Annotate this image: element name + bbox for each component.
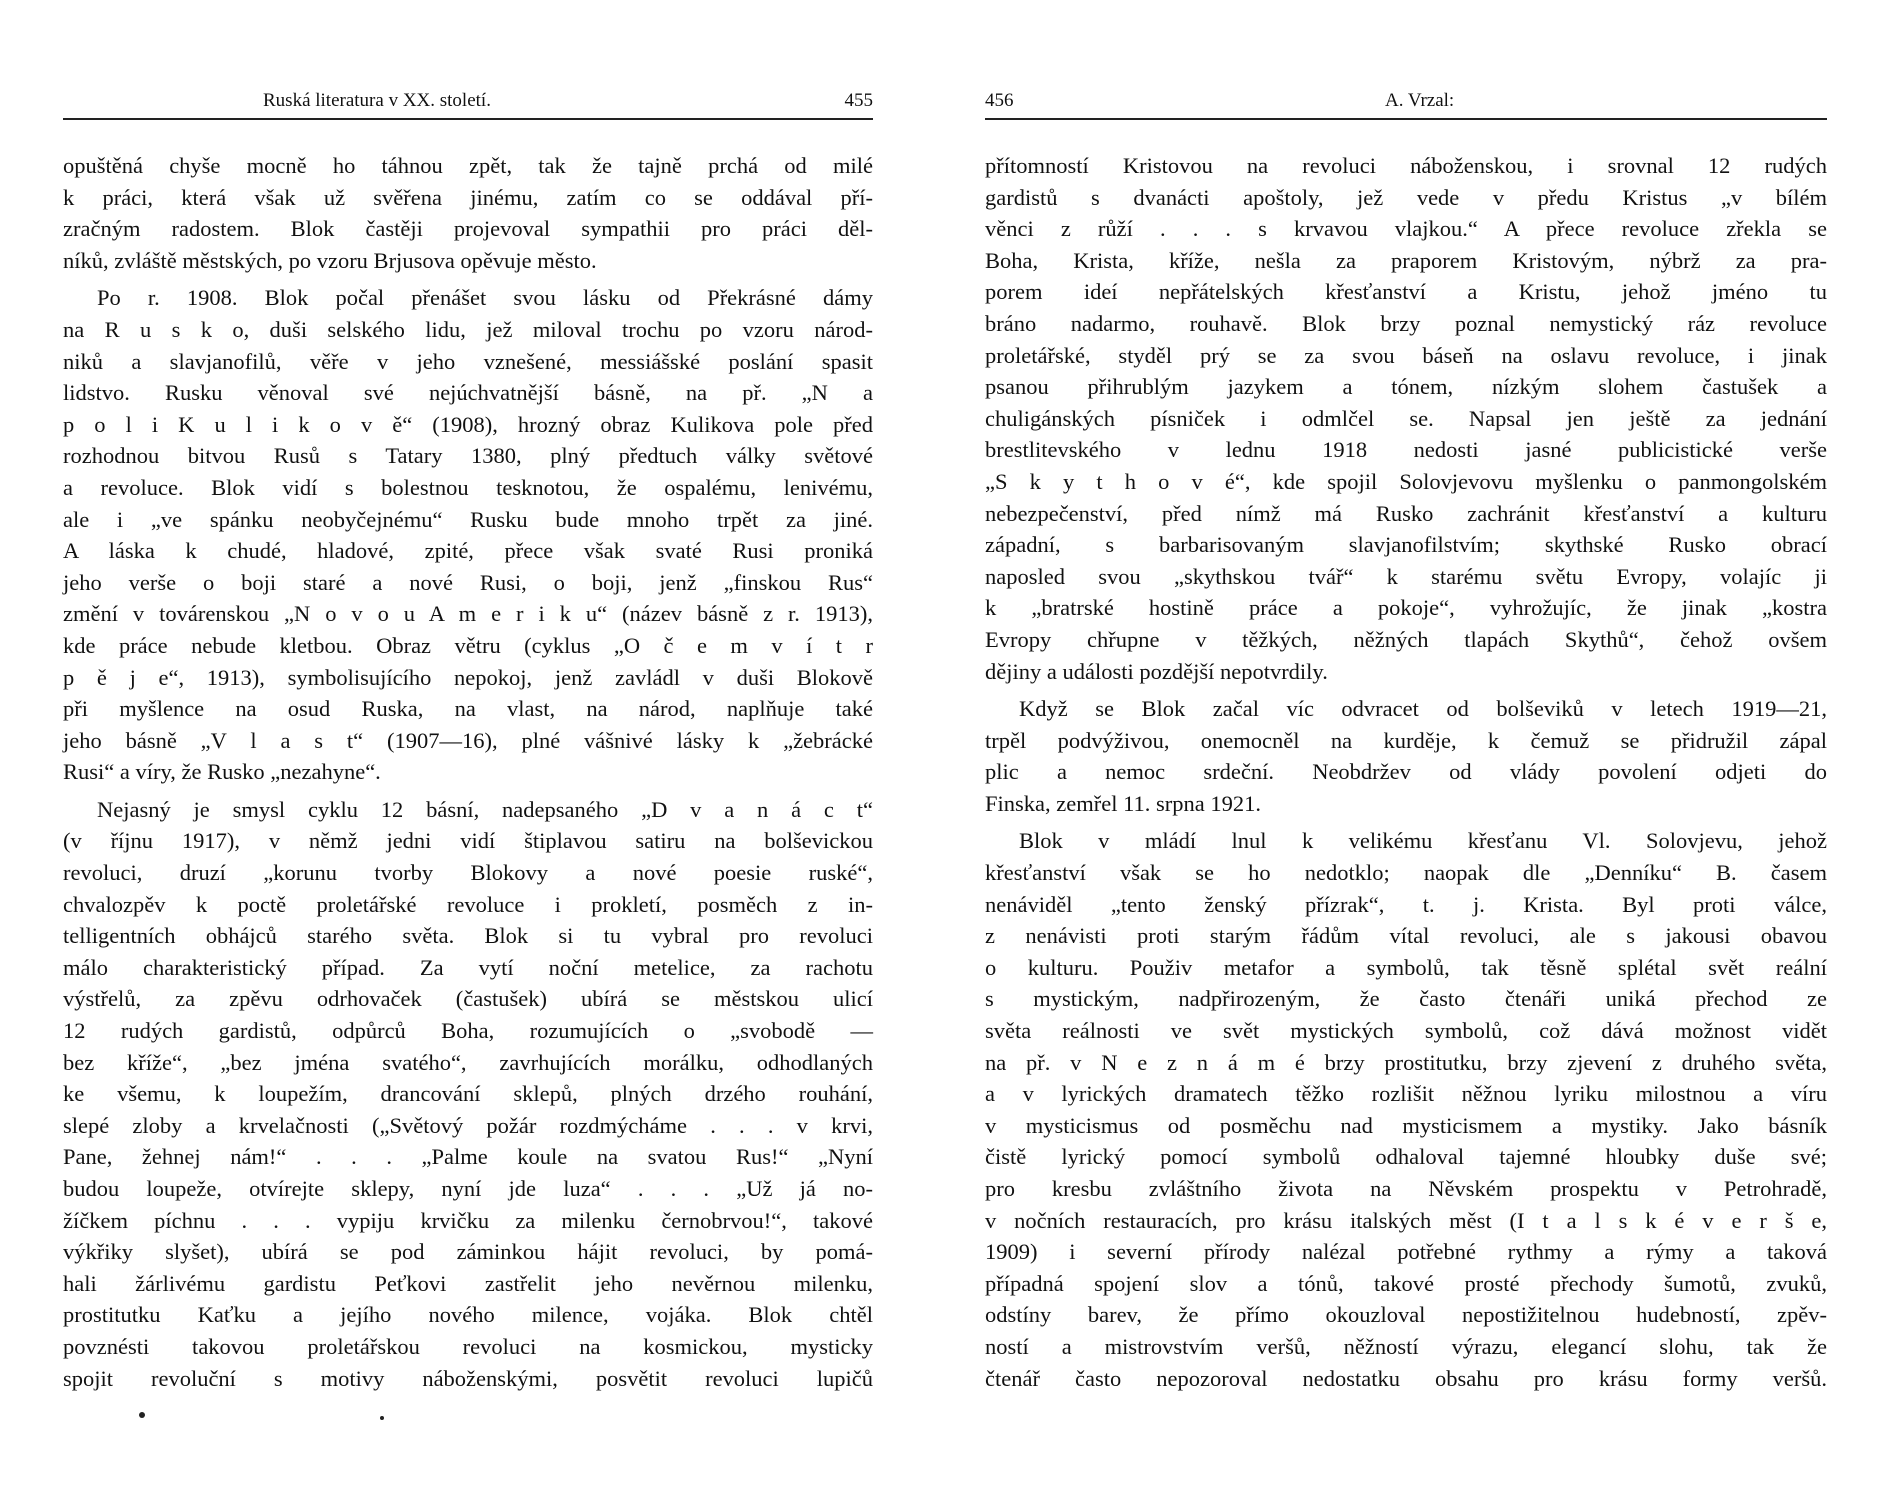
text-line: v nočních restauracích, pro krásu italských měst (I t a l s k é v e r š e,	[985, 1207, 1827, 1233]
text-line: gardistů s dvanácti apoštoly, jež vede v předu Kristus „v bílém	[985, 184, 1827, 210]
text-line: výkřiky slyšet), ubírá se pod záminkou hájit revoluci, by pomá-	[63, 1239, 873, 1265]
paragraph	[63, 794, 873, 1394]
text-line: chvalozpěv k poctě proletářské revoluce i prokletí, posměch z in-	[63, 891, 873, 917]
text-line: p ě j e“, 1913), symbolisujícího nepokoj, jenž zavládl v duši Blokově	[63, 664, 873, 690]
text-line: ností a mistrovstvím veršů, něžností výrazu, elegancí slohu, tak že	[985, 1333, 1827, 1359]
text-line: Pane, žehnej nám!“ . . . „Palme koule na svatou Rus!“ „Nyní	[63, 1144, 873, 1170]
left-page-body	[63, 150, 873, 1394]
text-line: dějiny a události pozdější nepotvrdily.	[985, 658, 1328, 684]
text-line: p o l i K u l i k o v ě“ (1908), hrozný obraz Kulikova pole před	[63, 411, 873, 437]
text-line: spojit revoluční s motivy náboženskými, posvětit revoluci lupičů	[63, 1365, 873, 1391]
text-line: níků, zvláště městských, po vzoru Brjusova opěvuje město.	[63, 247, 597, 273]
text-line: A láska k chudé, hladové, zpité, přece však svaté Rusi proniká	[63, 538, 873, 564]
text-line: s mystickým, nadpřirozeným, že často čtenáři uniká přechod ze	[985, 986, 1827, 1012]
text-line: a v lyrických dramatech těžko rozlišit něžnou lyriku milostnou a víru	[985, 1081, 1827, 1107]
text-line: nebezpečenství, před nímž má Rusko zachránit křesťanství a kulturu	[985, 500, 1827, 526]
text-line: niků a slavjanofilů, věře v jeho vznešené, messiášské poslání spasit	[63, 348, 873, 374]
text-line: na př. v N e z n á m é brzy prostitutku, brzy zjevení z druhého světa,	[985, 1049, 1827, 1075]
text-line: výstřelů, za zpěvu odrhovaček (častušek) ubírá se městskou ulicí	[63, 986, 873, 1012]
text-line: Když se Blok začal víc odvracet od bolševiků v letech 1919—21,	[1019, 696, 1827, 722]
text-line: v mysticismus od posměchu nad mysticismem a mystiky. Jako básník	[985, 1112, 1827, 1138]
text-line: bez kříže“, „bez jména svatého“, zavrhujících morálku, odhodlaných	[63, 1049, 873, 1075]
text-line: psanou přihrublým jazykem a tónem, nízkým slohem častušek a	[985, 374, 1827, 400]
text-line: pro kresbu zvláštního života na Něvském prospektu v Petrohradě,	[985, 1176, 1827, 1201]
text-line: odstíny barev, že přímo okouzloval nepostižitelnou hudebností, zpěv-	[985, 1302, 1827, 1328]
text-line: k práci, která však už svěřena jinému, zatím co se oddával pří-	[63, 184, 873, 210]
text-line: o kulturu. Použiv metafor a symbolů, tak těsně splétal svět reální	[985, 954, 1827, 980]
text-line: plic a nemoc srdeční. Neobdržev od vlády povolení odjeti do	[985, 759, 1827, 785]
text-line: trpěl podvýživou, onemocněl na kurděje, k čemuž se přidružil zápal	[985, 727, 1827, 753]
text-line: povznésti takovou proletářskou revoluci na kosmickou, mysticky	[63, 1333, 873, 1359]
text-line: Boha, Krista, kříže, nešla za praporem Kristovým, nýbrž za pra-	[985, 247, 1827, 273]
text-line: opuštěná chyše mocně ho táhnou zpět, tak že tajně prchá od milé	[63, 153, 873, 178]
page-number: 455	[844, 90, 873, 111]
paragraph	[63, 150, 873, 276]
text-line: čtenář často nepozoroval nedostatku obsahu pro krásu formy veršů.	[985, 1365, 1827, 1391]
text-line: málo charakteristický případ. Za vytí noční metelice, za rachotu	[63, 954, 873, 980]
text-line: bráno nadarmo, rouhavě. Blok brzy poznal nemystický ráz revoluce	[985, 310, 1827, 336]
text-line: porem ideí nepřátelských křesťanství a Kristu, jehož jméno tu	[985, 279, 1827, 305]
text-line: Nejasný je smysl cyklu 12 básní, nadepsaného „D v a n á c t“	[97, 796, 873, 822]
text-line: z nenávisti proti starým řádům vítal revoluci, ale s jakousi obavou	[985, 923, 1827, 949]
text-line: při myšlence na osud Ruska, na vlast, na národ, naplňuje také	[63, 696, 873, 722]
text-line: a revoluce. Blok vidí s bolestnou tesknotou, že ospalému, lenivému,	[63, 474, 873, 500]
text-line: (v říjnu 1917), v němž jedni vidí štiplavou satiru na bolševickou	[63, 828, 873, 854]
text-line: Finska, zemřel 11. srpna 1921.	[985, 790, 1261, 816]
ink-speck	[139, 1412, 145, 1418]
text-line: 1909) i severní přírody nalézal potřebné rythmy a rýmy a taková	[985, 1239, 1827, 1265]
text-line: věnci z růží . . . s krvavou vlajkou.“ A přece revoluce zřekla se	[985, 216, 1827, 242]
text-line: lidstvo. Rusku věnoval své nejúchvatnější básně, na př. „N a	[63, 380, 873, 406]
text-line: k „bratrské hostině práce a pokoje“, vyhrožujíc, že jinak „kostra	[985, 595, 1827, 621]
text-line: žíčkem píchnu . . . vypiju krvičku za milenku černobrvou!“, takové	[63, 1207, 873, 1233]
text-line: Evropy chřupne v těžkých, něžných tlapách Skythů“, čehož ovšem	[985, 626, 1827, 652]
text-line: na R u s k o, duši selského lidu, jež miloval trochu po vzoru národ-	[63, 316, 873, 342]
paragraph	[985, 825, 1827, 1394]
running-head: A. Vrzal:	[1385, 90, 1455, 111]
text-line: brestlitevského v lednu 1918 nedosti jasné publicistické verše	[985, 437, 1827, 463]
page-number: 456	[985, 90, 1014, 111]
text-line: zračným radostem. Blok častěji projevoval sympathii pro práci děl-	[63, 216, 873, 242]
paragraph	[63, 282, 873, 788]
text-line: jeho verše o boji staré a nové Rusi, o boji, jenž „finskou Rus“	[63, 569, 873, 595]
running-head: Ruská literatura v XX. století.	[263, 90, 491, 111]
text-line: Po r. 1908. Blok počal přenášet svou lásku od Překrásné dámy	[97, 285, 873, 311]
paragraph	[985, 693, 1827, 819]
text-line: jeho básně „V l a s t“ (1907—16), plné vášnivé lásky k „žebrácké	[63, 727, 873, 753]
text-line: ale i „ve spánku neobyčejnému“ Rusku bude mnoho trpět za jiné.	[63, 506, 873, 532]
text-line: 12 rudých gardistů, odpůrců Boha, rozumujících o „svobodě —	[63, 1018, 873, 1044]
text-line: budou loupeže, otvírejte sklepy, nyní jde luza“ . . . „Už já no-	[63, 1176, 873, 1201]
text-line: proletářské, styděl prý se za svou báseň na oslavu revoluce, i jinak	[985, 342, 1827, 368]
text-line: naposled svou „skythskou tvář“ k starému světu Evropy, volajíc ji	[985, 563, 1827, 589]
text-line: západní, s barbarisovaným slavjanofilstvím; skythské Rusko obrací	[985, 532, 1827, 558]
ink-speck	[380, 1416, 384, 1420]
text-line: Blok v mládí lnul k velikému křesťanu Vl. Solovjevu, jehož	[1019, 828, 1827, 854]
text-line: chuligánských písniček i odmlčel se. Napsal jen ještě za jednání	[985, 405, 1827, 431]
text-line: revoluci, druzí „korunu tvorby Blokovy a nové poesie ruské“,	[63, 860, 873, 886]
text-line: přítomností Kristovou na revoluci náboženskou, i srovnal 12 rudých	[985, 153, 1827, 178]
text-line: rozhodnou bitvou Rusů s Tatary 1380, plný předtuch války světové	[63, 443, 873, 469]
right-page-body	[985, 150, 1827, 1394]
left-page-header	[63, 88, 873, 120]
text-line: slepé zloby a krvelačnosti („Světový požár rozdmýcháme . . . v krvi,	[63, 1112, 873, 1138]
text-line: Rusi“ a víry, že Rusko „nezahyne“.	[63, 759, 381, 785]
right-page-header	[985, 88, 1827, 120]
text-line: křesťanství však se ho nedotklo; naopak dle „Denníku“ B. časem	[985, 860, 1827, 886]
text-line: nenáviděl „tento ženský přízrak“, t. j. Krista. Byl proti válce,	[985, 891, 1827, 917]
text-line: telligentních obhájců starého světa. Blok si tu vybral pro revoluci	[63, 923, 873, 949]
text-line: čistě lyrický pomocí symbolů odhaloval tajemné hloubky duše své;	[985, 1144, 1827, 1170]
text-line: světa reálnosti ve svět mystických symbolů, což dává možnost vidět	[985, 1018, 1827, 1044]
text-line: „S k y t h o v é“, kde spojil Solovjevovu myšlenku o panmongolském	[985, 468, 1827, 494]
text-line: ke všemu, k loupežím, drancování sklepů, plných drzého rouhání,	[63, 1081, 873, 1107]
paragraph	[985, 150, 1827, 687]
text-line: změní v továrenskou „N o v o u A m e r i k u“ (název básně z r. 1913),	[63, 601, 873, 627]
text-line: hali žárlivému gardistu Peťkovi zastřelit jeho nevěrnou milenku,	[63, 1270, 873, 1296]
text-line: kde práce nebude kletbou. Obraz větru (cyklus „O č e m v í t r	[63, 632, 873, 658]
text-line: případná spojení slov a tónů, takové prosté přechody šumotů, zvuků,	[985, 1270, 1827, 1296]
text-line: prostitutku Kaťku a jejího nového milence, vojáka. Blok chtěl	[63, 1302, 873, 1328]
